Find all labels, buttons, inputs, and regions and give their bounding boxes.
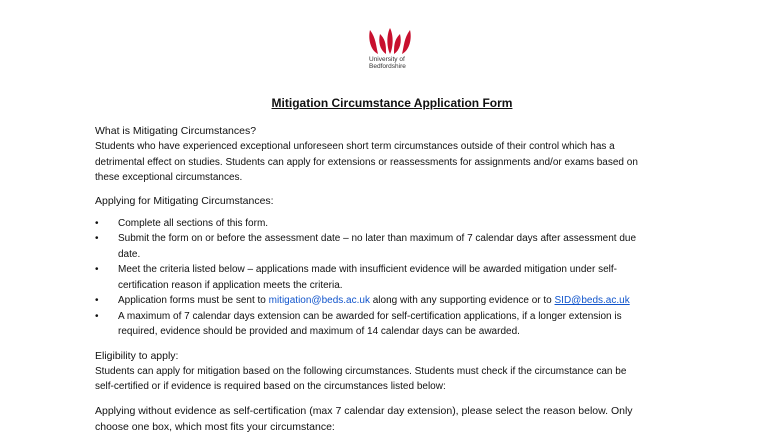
section-what-is [95,123,695,186]
section-applying [95,193,695,340]
mitigation-email-link[interactable]: mitigation@beds.ac.uk [268,295,370,306]
section-heading: Applying without evidence as self-certification (max 7 calendar day extension), please select the reason below. Only [95,404,633,417]
bullet-icon: • [95,217,99,229]
list-item-line: Complete all sections of this form. [118,217,269,229]
list-item-line: Meet the criteria listed below – applications made with insufficient evidence will be awarded mitigation under self- [118,264,617,275]
logo-emblem-icon [364,28,416,56]
section-eligibility [95,348,695,395]
page-title: Mitigation Circumstance Application Form [271,96,513,110]
bullet-list [95,216,695,340]
bullet-icon: • [95,310,99,322]
list-item-line: Submit the form on or before the assessment date – no later than maximum of 7 calendar days after assessment due [118,233,637,244]
logo-line-2: Bedfordshire [369,63,406,70]
sid-email-link[interactable]: SID@beds.ac.uk [554,295,630,306]
paragraph-line: Students can apply for mitigation based on the following circumstances. Students must check if the circumstance can be [95,365,627,377]
paragraph-line: detrimental effect on studies. Students can apply for extensions or reassessments for assignments and/or exams based on [95,156,638,168]
list-item [95,309,695,340]
document-body [95,123,695,435]
list-item [95,262,695,293]
paragraph-line: self-certified or if evidence is required based on the circumstances listed below: [95,381,446,392]
list-item-line [118,293,695,309]
logo-wordmark [369,56,419,70]
list-item-text: Application forms must be sent to [118,295,269,306]
section-heading: choose one box, which most fits your circumstance: [95,420,335,433]
logo-line-1: University of [369,56,405,63]
bullet-icon: • [95,264,99,275]
bullet-icon: • [95,295,99,306]
list-item [95,231,695,262]
list-item-line: date. [118,248,141,260]
list-item-line: required, evidence should be provided and maximum of 14 calendar days can be awarded. [118,326,520,337]
list-item-text: along with any supporting evidence or to [369,295,555,306]
section-self-certification [95,403,695,435]
section-heading: Eligibility to apply: [95,349,179,362]
list-item-line: certification reason if application meets the criteria. [118,279,343,291]
section-heading: Applying for Mitigating Circumstances: [95,194,274,207]
list-item-line: A maximum of 7 calendar days extension can be awarded for self-certification applications, if a longer extension is [118,310,622,322]
list-item [95,293,695,309]
paragraph-line: Students who have experienced exceptional unforeseen short term circumstances outside of their control which has a [95,141,615,152]
bullet-icon: • [95,233,99,244]
list-item [95,216,695,232]
section-heading: What is Mitigating Circumstances? [95,125,257,137]
paragraph-line: these exceptional circumstances. [95,172,243,183]
